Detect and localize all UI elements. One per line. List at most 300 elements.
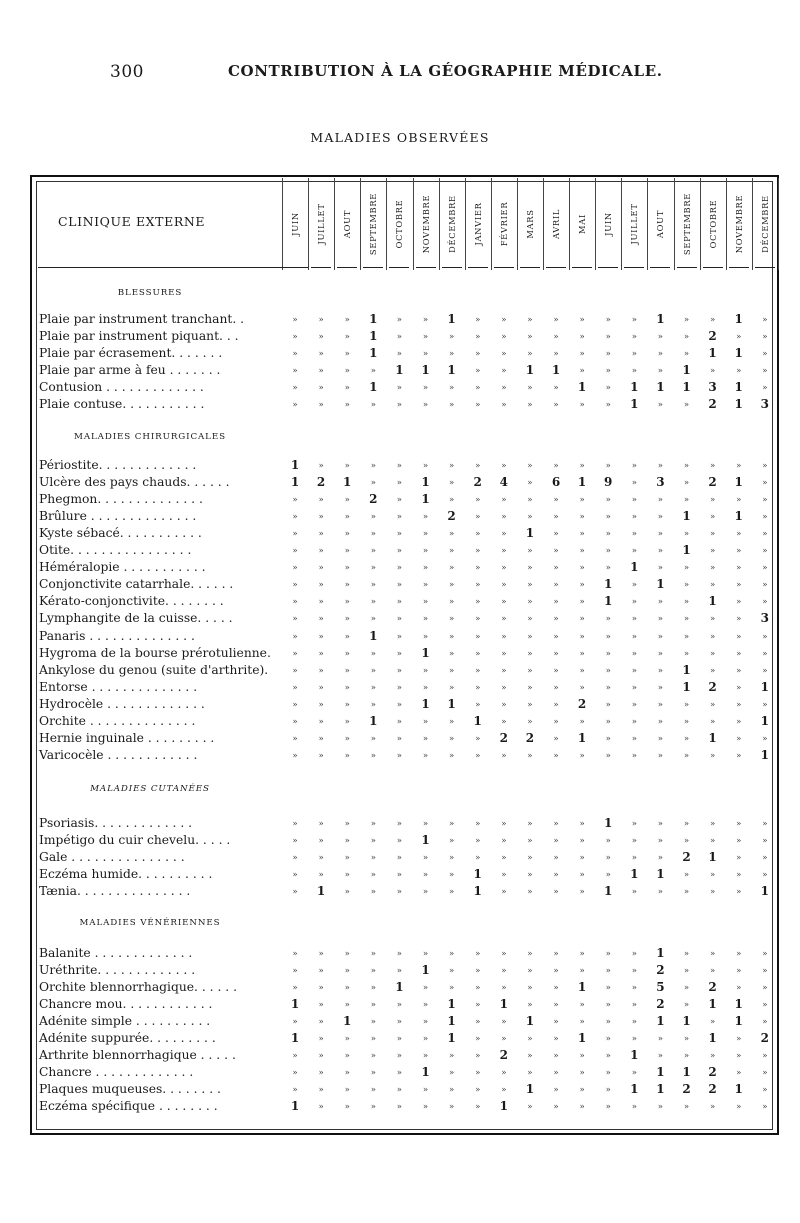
table-cell: » <box>527 1068 533 1079</box>
table-cell: 1 <box>525 1082 535 1097</box>
row-label: Plaques muqueuses. . . . . . . . <box>39 1082 221 1097</box>
table-cell: » <box>501 529 507 540</box>
table-cell: » <box>736 1068 742 1079</box>
table-cell: » <box>344 1034 350 1045</box>
row-label: Hydrocèle . . . . . . . . . . . . . <box>39 696 205 711</box>
table-cell: » <box>736 1034 742 1045</box>
table-cell: » <box>344 349 350 360</box>
table-cell: » <box>370 597 376 608</box>
table-cell: » <box>631 983 637 994</box>
table-cell: » <box>448 665 455 676</box>
header-rule-segment <box>546 267 566 268</box>
table-cell: 2 <box>682 850 691 865</box>
table-cell: » <box>631 631 637 642</box>
table-cell: » <box>344 315 350 325</box>
table-cell: » <box>344 614 350 625</box>
table-cell: » <box>475 1051 481 1062</box>
header-rule-segment <box>442 267 462 268</box>
table-cell: » <box>527 478 533 489</box>
table-cell: » <box>501 836 507 847</box>
table-cell: » <box>527 1102 533 1113</box>
table-cell: » <box>501 1034 507 1045</box>
table-cell: » <box>631 1017 637 1028</box>
table-cell: » <box>422 819 429 829</box>
table-cell: 1 <box>630 1048 639 1063</box>
table-cell: » <box>579 1051 585 1062</box>
table-cell: » <box>448 597 455 608</box>
table-cell: » <box>553 332 559 343</box>
table-cell: » <box>318 853 324 864</box>
table-cell: » <box>475 529 481 540</box>
table-cell: » <box>631 614 637 625</box>
table-cell: » <box>553 546 559 557</box>
table-cell: » <box>422 1051 429 1062</box>
table-cell: » <box>553 836 559 847</box>
table-cell: 1 <box>656 867 665 882</box>
table-cell: » <box>657 614 663 625</box>
table-cell: 3 <box>760 397 769 412</box>
month-header-label: JUIN <box>603 212 614 236</box>
table-cell: » <box>370 665 376 676</box>
table-cell: » <box>553 949 559 959</box>
table-cell: » <box>527 580 533 591</box>
table-cell: » <box>396 1034 402 1045</box>
table-cell: 1 <box>708 1031 717 1046</box>
table-cell: » <box>553 733 559 744</box>
table-cell: 1 <box>656 577 665 592</box>
month-header-label: SEPTEMBRE <box>368 192 379 256</box>
table-cell: » <box>631 836 637 847</box>
table-cell: » <box>709 750 716 761</box>
table-cell: » <box>475 1068 481 1079</box>
table-cell: » <box>501 648 507 659</box>
table-cell: » <box>370 949 376 959</box>
table-cell: » <box>448 580 455 591</box>
table-cell: » <box>553 1000 559 1011</box>
table-cell: » <box>657 495 663 506</box>
row-label: Ulcère des pays chauds. . . . . . <box>39 475 230 490</box>
row-label: Chancre mou. . . . . . . . . . . . <box>39 997 213 1012</box>
row-label: Uréthrite. . . . . . . . . . . . . <box>39 963 196 978</box>
table-cell: » <box>579 819 585 829</box>
table-cell: » <box>579 887 585 898</box>
table-cell: » <box>475 366 481 377</box>
table-cell: » <box>736 1051 742 1062</box>
table-cell: » <box>396 512 402 523</box>
table-cell: » <box>448 383 455 394</box>
table-cell: » <box>527 1000 533 1011</box>
table-cell: 2 <box>708 475 717 490</box>
table-cell: » <box>709 546 716 557</box>
row-label: Chancre . . . . . . . . . . . . . <box>39 1065 194 1080</box>
table-cell: 1 <box>369 713 378 728</box>
table-cell: » <box>553 580 559 591</box>
table-cell: » <box>657 648 663 659</box>
table-cell: » <box>344 665 350 676</box>
table-cell: » <box>631 1102 637 1113</box>
table-cell: 1 <box>369 329 378 344</box>
table-cell: » <box>292 1068 298 1079</box>
table-cell: 1 <box>734 509 743 524</box>
table-cell: » <box>553 597 559 608</box>
table-cell: » <box>553 614 559 625</box>
month-header <box>386 178 412 270</box>
table-cell: » <box>396 1068 402 1079</box>
table-cell: » <box>762 853 768 864</box>
header-rule-segment <box>650 267 670 268</box>
section-title: MALADIES CUTANÉES <box>90 784 210 794</box>
table-cell: 1 <box>369 346 378 361</box>
table-cell: » <box>736 461 742 471</box>
table-cell: » <box>605 631 611 642</box>
table-cell: » <box>762 383 768 394</box>
table-cell: » <box>553 563 559 574</box>
table-cell: » <box>422 1017 429 1028</box>
table-cell: » <box>527 332 533 343</box>
table-cell: 1 <box>630 560 639 575</box>
row-label: Plaie par arme à feu . . . . . . . <box>39 363 221 378</box>
table-cell: » <box>396 478 402 489</box>
table-cell: 1 <box>577 475 587 490</box>
table-cell: » <box>527 495 533 506</box>
table-cell: » <box>344 631 350 642</box>
table-cell: » <box>396 949 402 959</box>
table-cell: » <box>475 349 481 360</box>
table-cell: » <box>370 512 376 523</box>
table-cell: » <box>683 716 690 727</box>
table-cell: » <box>501 716 507 727</box>
table-cell: » <box>605 949 611 959</box>
table-cell: » <box>631 648 637 659</box>
table-cell: » <box>292 546 298 557</box>
table-cell: » <box>579 349 585 360</box>
table-cell: » <box>292 597 298 608</box>
table-cell: » <box>344 819 350 829</box>
table-cell: » <box>553 349 559 360</box>
table-cell: » <box>605 648 611 659</box>
table-cell: » <box>762 563 768 574</box>
table-cell: » <box>292 512 298 523</box>
table-cell: » <box>370 366 376 377</box>
table-cell: 1 <box>499 1099 508 1114</box>
table-cell: » <box>579 1068 585 1079</box>
table-cell: » <box>318 366 324 377</box>
table-cell: » <box>657 546 663 557</box>
table-cell: » <box>292 1085 298 1096</box>
table-cell: 1 <box>630 380 639 395</box>
table-cell: » <box>527 597 533 608</box>
table-cell: » <box>318 461 324 471</box>
table-cell: » <box>762 836 768 847</box>
table-cell: » <box>318 1068 324 1079</box>
row-label: Périostite. . . . . . . . . . . . . <box>39 458 197 472</box>
table-cell: » <box>683 699 690 710</box>
table-cell: » <box>475 580 481 591</box>
table-cell: » <box>709 512 716 523</box>
table-cell: » <box>292 733 298 744</box>
table-cell: 1 <box>551 363 561 378</box>
table-cell: » <box>709 819 716 829</box>
row-label: Panaris . . . . . . . . . . . . . . <box>39 628 195 643</box>
month-header <box>517 178 543 270</box>
table-cell: » <box>396 699 402 710</box>
table-cell: » <box>475 983 481 994</box>
month-header-label: AOUT <box>655 209 666 239</box>
table-cell: » <box>292 870 298 881</box>
table-cell: » <box>631 315 637 325</box>
table-cell: » <box>527 383 533 394</box>
column-rule <box>778 178 779 270</box>
table-cell: 2 <box>499 730 508 745</box>
table-cell: » <box>396 580 402 591</box>
table-cell: » <box>579 853 585 864</box>
table-cell: » <box>344 1068 350 1079</box>
table-cell: » <box>527 682 533 693</box>
table-cell: » <box>475 648 481 659</box>
header-rule-segment <box>598 267 618 268</box>
table-cell: » <box>736 870 742 881</box>
table-cell: » <box>422 887 429 898</box>
month-header <box>413 178 439 270</box>
table-cell: » <box>422 733 429 744</box>
month-header-label: JUILLET <box>629 203 640 245</box>
table-cell: » <box>605 682 611 693</box>
table-cell: » <box>448 1085 455 1096</box>
table-cell: » <box>318 1000 324 1011</box>
table-cell: » <box>501 665 507 676</box>
row-label: Orchite blennorrhagique. . . . . . <box>39 980 238 995</box>
table-cell: » <box>579 315 585 325</box>
table-cell: 1 <box>421 1065 430 1080</box>
table-cell: » <box>683 819 690 829</box>
table-cell: » <box>318 495 324 506</box>
table-cell: » <box>709 1051 716 1062</box>
table-cell: » <box>318 699 324 710</box>
table-cell: » <box>501 315 507 325</box>
table-cell: » <box>762 665 768 676</box>
table-cell: » <box>501 597 507 608</box>
table-cell: » <box>448 750 455 761</box>
table-cell: » <box>318 648 324 659</box>
month-header-label: AOUT <box>342 209 353 239</box>
table-cell: » <box>553 1051 559 1062</box>
header-rule-segment <box>389 267 409 268</box>
table-cell: » <box>736 853 742 864</box>
table-cell: 1 <box>577 1031 587 1046</box>
table-cell: » <box>553 1085 559 1096</box>
table-cell: » <box>527 966 533 977</box>
table-cell: 1 <box>682 509 691 524</box>
table-cell: » <box>579 665 585 676</box>
table-cell: 1 <box>525 363 535 378</box>
header-rule-segment <box>677 267 697 268</box>
table-cell: » <box>657 366 663 377</box>
table-cell: » <box>762 1068 768 1079</box>
table-cell: 1 <box>290 458 300 472</box>
table-cell: » <box>344 853 350 864</box>
month-header <box>282 178 308 270</box>
table-cell: » <box>709 1017 716 1028</box>
table-cell: » <box>422 949 429 959</box>
table-cell: » <box>370 478 376 489</box>
table-cell: » <box>396 853 402 864</box>
header-rule-segment <box>285 267 305 268</box>
table-cell: » <box>605 1085 611 1096</box>
row-label: Hygroma de la bourse prérotulienne. <box>39 645 271 660</box>
month-header-label: DÉCEMBRE <box>446 195 457 253</box>
table-cell: » <box>657 512 663 523</box>
table-cell: » <box>527 512 533 523</box>
table-cell: 2 <box>656 997 665 1012</box>
table-cell: » <box>683 983 690 994</box>
table-cell: » <box>422 383 429 394</box>
table-cell: » <box>475 332 481 343</box>
table-cell: » <box>683 597 690 608</box>
table-cell: 3 <box>656 475 665 490</box>
month-header <box>595 178 621 270</box>
row-label: Kérato-conjonctivite. . . . . . . . <box>39 594 224 609</box>
table-cell: » <box>553 819 559 829</box>
table-cell: » <box>579 836 585 847</box>
table-cell: » <box>344 580 350 591</box>
table-cell: » <box>344 1051 350 1062</box>
table-cell: » <box>709 529 716 540</box>
table-cell: » <box>553 887 559 898</box>
table-cell: » <box>318 733 324 744</box>
table-cell: » <box>422 1000 429 1011</box>
table-cell: » <box>448 349 455 360</box>
table-cell: 1 <box>290 475 300 490</box>
row-label: Brûlure . . . . . . . . . . . . . . <box>39 509 197 524</box>
table-cell: » <box>501 983 507 994</box>
table-cell: » <box>318 349 324 360</box>
table-cell: » <box>527 648 533 659</box>
table-cell: » <box>736 580 742 591</box>
row-label: Conjonctivite catarrhale. . . . . . <box>39 577 234 592</box>
table-cell: » <box>631 546 637 557</box>
row-label: Balanite . . . . . . . . . . . . . <box>39 946 193 960</box>
table-cell: 1 <box>682 380 691 395</box>
table-cell: » <box>292 495 298 506</box>
table-cell: » <box>657 563 663 574</box>
table-cell: » <box>736 332 742 343</box>
table-cell: » <box>448 546 455 557</box>
table-cell: » <box>318 1085 324 1096</box>
table-cell: » <box>631 1000 637 1011</box>
table-cell: » <box>553 750 559 761</box>
month-header-label: OCTOBRE <box>394 199 405 249</box>
table-cell: » <box>422 597 429 608</box>
table-cell: » <box>344 983 350 994</box>
table-cell: » <box>344 870 350 881</box>
table-cell: » <box>605 512 611 523</box>
table-cell: » <box>605 870 611 881</box>
table-cell: » <box>605 1017 611 1028</box>
table-cell: » <box>448 1051 455 1062</box>
table-cell: » <box>605 563 611 574</box>
month-header-label: SEPTEMBRE <box>681 192 692 256</box>
table-cell: » <box>448 819 455 829</box>
table-cell: » <box>292 631 298 642</box>
table-cell: 1 <box>421 475 430 490</box>
table-cell: 1 <box>630 1082 639 1097</box>
table-cell: » <box>448 529 455 540</box>
month-header-label: OCTOBRE <box>707 199 718 249</box>
table-cell: » <box>527 887 533 898</box>
table-cell: 1 <box>630 397 639 412</box>
table-cell: » <box>396 870 402 881</box>
table-cell: » <box>344 648 350 659</box>
table-cell: 1 <box>577 980 587 995</box>
table-cell: » <box>631 887 637 898</box>
table-cell: 1 <box>760 679 769 694</box>
table-cell: » <box>762 580 768 591</box>
table-cell: » <box>631 699 637 710</box>
table-cell: » <box>396 1102 402 1113</box>
table-cell: » <box>501 383 507 394</box>
table-cell: » <box>631 495 637 506</box>
table-cell: » <box>709 966 716 977</box>
table-cell: » <box>370 699 376 710</box>
table-cell: » <box>501 1085 507 1096</box>
table-cell: » <box>501 949 507 959</box>
table-cell: » <box>736 836 742 847</box>
table-cell: » <box>605 315 611 325</box>
table-cell: » <box>631 665 637 676</box>
table-cell: » <box>553 1102 559 1113</box>
table-cell: » <box>631 819 637 829</box>
table-cell: » <box>344 1085 350 1096</box>
month-header <box>569 178 595 270</box>
table-cell: » <box>736 983 742 994</box>
table-cell: » <box>422 614 429 625</box>
table-cell: » <box>553 512 559 523</box>
table-cell: » <box>501 512 507 523</box>
table-cell: » <box>631 682 637 693</box>
table-cell: » <box>344 529 350 540</box>
table-cell: » <box>370 682 376 693</box>
table-cell: » <box>709 631 716 642</box>
table-cell: » <box>605 699 611 710</box>
table-cell: 1 <box>682 363 691 378</box>
table-cell: » <box>475 614 481 625</box>
table-cell: » <box>605 1034 611 1045</box>
table-cell: 1 <box>525 1014 535 1029</box>
table-cell: 2 <box>656 963 665 978</box>
table-cell: » <box>396 1051 402 1062</box>
table-cell: » <box>709 461 716 471</box>
table-cell: » <box>370 733 376 744</box>
table-cell: » <box>292 665 298 676</box>
table-cell: » <box>370 1102 376 1113</box>
table-cell: » <box>709 1102 716 1113</box>
table-cell: » <box>527 853 533 864</box>
table-cell: » <box>736 597 742 608</box>
table-cell: » <box>292 648 298 659</box>
table-subtitle: MALADIES OBSERVÉES <box>310 130 490 145</box>
table-cell: » <box>344 887 350 898</box>
table-cell: » <box>318 315 324 325</box>
table-cell: » <box>736 682 742 693</box>
table-cell: » <box>370 648 376 659</box>
table-cell: » <box>318 332 324 343</box>
table-cell: » <box>370 1017 376 1028</box>
header-rule <box>38 267 308 268</box>
table-cell: » <box>318 750 324 761</box>
table-cell: » <box>396 1085 402 1096</box>
table-cell: » <box>318 580 324 591</box>
table-cell: » <box>762 1000 768 1011</box>
